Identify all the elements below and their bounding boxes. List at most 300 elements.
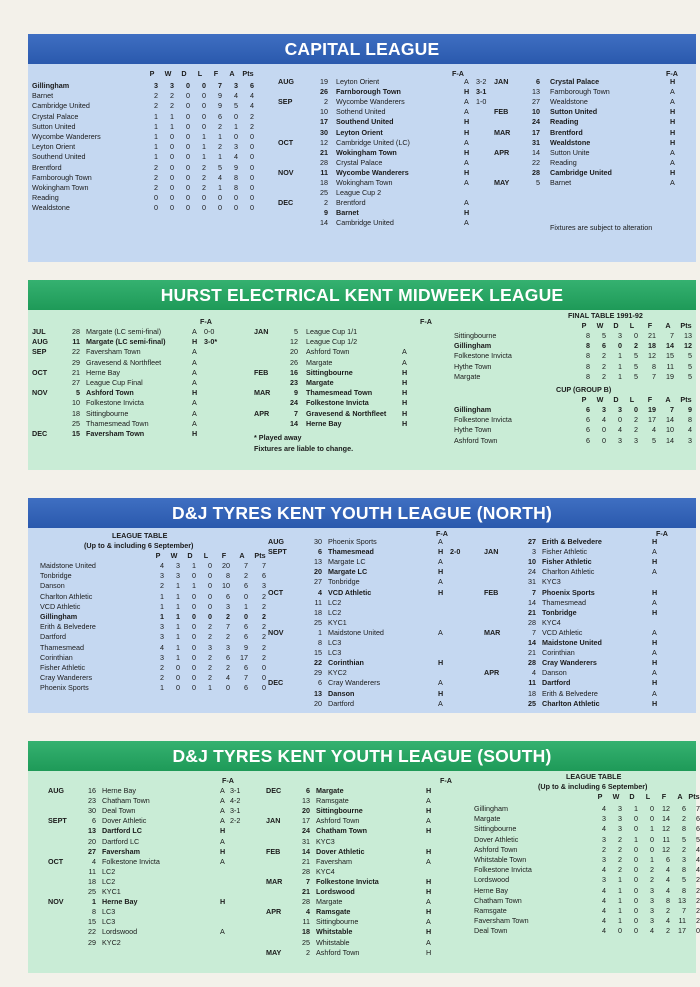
south-fixture-opponent: Whitstable xyxy=(316,937,350,947)
capital-table-value: 2 xyxy=(154,91,158,101)
capital-table-value: 0 xyxy=(186,121,190,131)
north-fixture-day: 30 xyxy=(314,537,322,546)
north-fixture-day: 27 xyxy=(314,577,322,587)
north-table-team: Cray Wanderers xyxy=(40,673,93,683)
north-table-team: Maidstone United xyxy=(40,561,96,570)
north-fixture-opponent: Dartford xyxy=(328,698,354,708)
capital-fixture-venue: A xyxy=(464,218,469,228)
south-fixture-opponent: Ramsgate xyxy=(316,796,349,806)
hurst-fixture-opponent: Folkestone Invicta xyxy=(306,398,369,408)
north-table-value: 9 xyxy=(244,642,248,652)
south-table-value: 2 xyxy=(696,906,700,915)
north-fixture-day: 29 xyxy=(314,668,322,678)
south-fixture-month: AUG xyxy=(48,786,64,795)
north-fixture-score: 2-0 xyxy=(450,547,461,557)
south-fixture-opponent: Deal Town xyxy=(102,806,136,816)
south-table-value: 5 xyxy=(696,834,700,844)
capital-table-value: 0 xyxy=(170,142,174,152)
north-table-value: 2 xyxy=(160,673,164,683)
youth-south-title: D&J TYRES KENT YOUTH LEAGUE (SOUTH) xyxy=(28,741,696,771)
north-fixture-venue: H xyxy=(438,567,444,577)
north-fixture-opponent: LC2 xyxy=(328,607,342,617)
south-fixture-venue: A xyxy=(220,927,225,937)
hurst-final-value: 1 xyxy=(618,361,622,371)
hurst-cup-value: 2 xyxy=(634,425,638,435)
south-fixture-day: 6 xyxy=(92,816,96,826)
north-fixture-opponent: Phoenix Sports xyxy=(328,537,377,546)
south-table-subtitle: (Up to & including 6 September) xyxy=(538,782,648,791)
capital-table-value: 8 xyxy=(234,172,238,182)
hurst-final-value: 8 xyxy=(586,351,590,361)
south-table-col-header: Pts xyxy=(688,792,700,801)
south-fixture-day: 15 xyxy=(88,917,96,927)
capital-fixture-venue: H xyxy=(464,87,470,97)
south-table-value: 3 xyxy=(618,824,622,834)
hurst-fixture-opponent: League Cup Final xyxy=(86,378,143,387)
north-table-value: 2 xyxy=(208,652,212,662)
south-fixture-day: 28 xyxy=(302,866,310,876)
capital-fixture-day: 28 xyxy=(320,157,328,167)
south-fixture-month: FEB xyxy=(266,846,281,856)
capital-fixture-opponent: Leyton Orient xyxy=(336,77,380,86)
capital-table-value: 0 xyxy=(202,111,206,121)
hurst-final-value: 12 xyxy=(684,341,692,351)
capital-table-value: 0 xyxy=(154,203,158,213)
capital-fixture-opponent: Brentford xyxy=(550,127,583,137)
north-fixture-venue: A xyxy=(652,627,657,637)
hurst-cup-value: 4 xyxy=(602,415,606,425)
north-fixture-day: 25 xyxy=(314,617,322,627)
capital-fixture-opponent: Sutton United xyxy=(550,107,598,117)
south-table-value: 4 xyxy=(696,865,700,875)
capital-table-value: 0 xyxy=(170,132,174,141)
hurst-fixture-venue: A xyxy=(192,347,197,357)
hurst-cup-value: 6 xyxy=(586,425,590,435)
north-fixture-opponent: Fisher Athletic xyxy=(542,557,592,567)
capital-table-value: 1 xyxy=(154,121,158,131)
north-table-value: 1 xyxy=(176,652,180,662)
hurst-fixture-month: MAR xyxy=(254,388,271,398)
hurst-final-value: 8 xyxy=(586,331,590,340)
south-fixture-opponent: KYC1 xyxy=(102,887,121,896)
south-table-value: 3 xyxy=(602,875,606,885)
north-fixture-opponent: Corinthian xyxy=(542,648,575,658)
hurst-fixture-month: APR xyxy=(254,408,270,418)
south-table-value: 0 xyxy=(634,844,638,854)
north-table-value: 4 xyxy=(160,561,164,570)
capital-fixture-opponent: League Cup 2 xyxy=(336,188,382,198)
south-table-value: 0 xyxy=(696,926,700,936)
north-fixture-day: 20 xyxy=(314,698,322,708)
hurst-final-value: 5 xyxy=(688,351,692,361)
north-table-team: Charlton Athletic xyxy=(40,591,93,601)
hurst-fixture-day: 11 xyxy=(72,337,80,347)
south-table-col-header: D xyxy=(629,792,635,801)
capital-fixture-day: 21 xyxy=(320,147,328,157)
capital-table-value: 2 xyxy=(250,111,254,121)
north-table-value: 2 xyxy=(262,612,266,621)
capital-fixture-day: 17 xyxy=(532,127,540,137)
south-table-value: 2 xyxy=(602,844,606,854)
south-table-value: 6 xyxy=(666,855,670,864)
hurst-fixture-venue: A xyxy=(192,378,197,387)
north-table-value: 3 xyxy=(226,601,230,611)
hurst-fixture-day: 16 xyxy=(290,367,298,377)
hurst-fixture-day: 5 xyxy=(76,388,80,398)
south-table-team: Lordswood xyxy=(474,875,510,885)
north-table-value: 0 xyxy=(208,591,212,601)
hurst-fixture-opponent: Sittingbourne xyxy=(86,408,129,418)
south-fixture-venue: H xyxy=(220,897,226,907)
hurst-final-value: 1 xyxy=(618,371,622,381)
hurst-cup-col-header: F xyxy=(647,395,653,404)
north-table-col-header: D xyxy=(187,551,193,560)
capital-table-value: 0 xyxy=(250,142,254,152)
south-table-value: 2 xyxy=(618,844,622,854)
hurst-cup-col-header: P xyxy=(581,395,587,404)
north-table-value: 2 xyxy=(262,652,266,662)
capital-table-value: 2 xyxy=(250,121,254,131)
north-table-value: 0 xyxy=(192,642,196,652)
south-table-value: 2 xyxy=(666,926,670,936)
north-table-team: Tonbridge xyxy=(40,571,72,581)
north-fixture-venue: A xyxy=(652,648,657,658)
south-fixture-opponent: Ramsgate xyxy=(316,907,351,917)
capital-fixture-month: FEB xyxy=(494,107,509,117)
south-fixture-day: 25 xyxy=(302,937,310,947)
north-table-value: 3 xyxy=(226,642,230,652)
north-fixture-day: 20 xyxy=(314,567,322,577)
hurst-cup-col-header: Pts xyxy=(680,395,692,404)
capital-table-value: 4 xyxy=(234,152,238,162)
hurst-fixture-day: 18 xyxy=(72,408,80,418)
south-fixture-venue: A xyxy=(220,856,225,866)
hurst-cup-col-header: A xyxy=(665,395,671,404)
north-fixture-month: NOV xyxy=(268,627,284,637)
south-fixture-opponent: Dartford LC xyxy=(102,826,142,836)
north-table-value: 0 xyxy=(244,591,248,601)
capital-table-value: 0 xyxy=(218,193,222,203)
south-table-value: 0 xyxy=(634,895,638,905)
north-table-value: 2 xyxy=(160,581,164,591)
south-table-value: 11 xyxy=(662,834,670,844)
capital-fixture-opponent: Cambridge United (LC) xyxy=(336,137,410,147)
south-fixture-opponent: Chatham Town xyxy=(102,796,150,806)
south-fixture-opponent: KYC3 xyxy=(316,836,335,846)
capital-fixture-day: 6 xyxy=(536,77,540,86)
north-table-value: 3 xyxy=(208,642,212,652)
capital-fixture-opponent: Wycombe Wanderers xyxy=(336,167,409,177)
south-fixture-score: 3-1 xyxy=(230,786,241,795)
north-fixture-venue: H xyxy=(652,678,658,688)
north-fixture-opponent: Danson xyxy=(328,688,355,698)
hurst-fixture-month: AUG xyxy=(32,337,48,347)
hurst-final-value: 0 xyxy=(634,331,638,340)
north-fixture-venue: A xyxy=(438,678,443,688)
capital-table-value: 1 xyxy=(218,183,222,192)
south-fixture-venue: H xyxy=(426,826,432,836)
north-table-value: 0 xyxy=(192,571,196,581)
north-table-value: 3 xyxy=(160,571,164,581)
north-table-team: Fisher Athletic xyxy=(40,663,86,672)
south-fixture-day: 23 xyxy=(88,796,96,806)
hurst-fixture-month: JAN xyxy=(254,327,269,336)
hurst-fixture-day: 15 xyxy=(72,429,80,438)
hurst-fixture-opponent: Thamesmead Town xyxy=(306,388,373,398)
north-fixture-venue: A xyxy=(438,537,443,546)
hurst-fixture-day: 26 xyxy=(290,357,298,367)
capital-fa-label-2: F-A xyxy=(666,69,678,78)
south-fixture-day: 27 xyxy=(88,846,96,856)
south-fixture-day: 8 xyxy=(92,907,96,917)
capital-fixture-score: 3-1 xyxy=(476,87,487,97)
north-fa-label: F-A xyxy=(436,529,448,538)
capital-fixture-day: 26 xyxy=(320,87,328,97)
capital-table-value: 2 xyxy=(202,162,206,172)
capital-fixture-day: 27 xyxy=(532,97,540,107)
hurst-fixture-day: 9 xyxy=(294,388,298,398)
south-table-team: Gillingham xyxy=(474,804,508,813)
north-table-value: 1 xyxy=(208,683,212,693)
north-table-value: 17 xyxy=(240,652,248,662)
capital-table-value: 4 xyxy=(250,101,254,111)
hurst-fixture-day: 25 xyxy=(72,418,80,428)
capital-table-value: 0 xyxy=(250,203,254,213)
north-fixture-opponent: Dartford xyxy=(542,678,571,688)
north-fixture-day: 25 xyxy=(528,698,536,708)
south-fixture-venue: A xyxy=(220,786,225,795)
north-table-value: 2 xyxy=(262,591,266,601)
hurst-fixture-opponent: Ashford Town xyxy=(306,347,350,357)
north-table-value: 3 xyxy=(176,571,180,581)
north-table-value: 0 xyxy=(192,622,196,632)
hurst-fixture-venue: H xyxy=(402,408,408,418)
capital-table-value: 7 xyxy=(218,81,222,90)
capital-table-value: 2 xyxy=(202,183,206,192)
south-fixture-venue: A xyxy=(220,816,225,826)
hurst-final-value: 2 xyxy=(602,361,606,371)
south-table-value: 4 xyxy=(602,885,606,895)
north-table-team: Erith & Belvedere xyxy=(40,622,96,632)
capital-table-value: 0 xyxy=(202,121,206,131)
north-fixture-opponent: Cray Wanderers xyxy=(542,658,597,668)
north-table-value: 1 xyxy=(244,601,248,611)
capital-table-value: 2 xyxy=(154,172,158,182)
hurst-fixture-venue: A xyxy=(402,347,407,357)
north-table-value: 0 xyxy=(208,561,212,570)
north-table-value: 3 xyxy=(262,581,266,591)
north-table-value: 1 xyxy=(160,612,164,621)
south-fixture-month: SEPT xyxy=(48,816,67,826)
south-fixture-opponent: Dover Athletic xyxy=(316,846,365,856)
hurst-cup-value: 10 xyxy=(666,425,674,435)
south-fixture-score: 2-2 xyxy=(230,816,241,826)
capital-table-value: 1 xyxy=(218,152,222,162)
north-fixture-day: 28 xyxy=(528,617,536,627)
north-table-value: 6 xyxy=(244,632,248,642)
south-fixture-day: 18 xyxy=(88,876,96,886)
north-fixture-opponent: VCD Athletic xyxy=(542,627,583,637)
hurst-final-value: 8 xyxy=(586,341,590,351)
south-table-value: 0 xyxy=(634,875,638,885)
north-table-team: Gillingham xyxy=(40,612,78,621)
north-table-value: 3 xyxy=(160,622,164,632)
south-fixture-day: 13 xyxy=(88,826,96,836)
south-table-value: 3 xyxy=(602,814,606,824)
hurst-fixture-venue: H xyxy=(192,429,198,438)
north-table-value: 1 xyxy=(176,642,180,652)
capital-fixture-venue: H xyxy=(464,208,470,218)
hurst-cup-value: 6 xyxy=(586,415,590,425)
south-fixture-month: MAR xyxy=(266,876,283,886)
capital-table-value: 1 xyxy=(202,152,206,162)
hurst-final-value: 19 xyxy=(666,371,674,381)
capital-fixture-score: 3-2 xyxy=(476,77,487,86)
capital-note: Fixtures are subject to alteration xyxy=(550,223,653,232)
north-fixture-opponent: Corinthian xyxy=(328,658,364,668)
capital-fixture-venue: A xyxy=(670,178,675,187)
capital-fixture-day: 11 xyxy=(320,167,328,177)
capital-fixture-day: 19 xyxy=(320,77,328,86)
hurst-fixture-day: 14 xyxy=(290,418,298,428)
north-fixture-opponent: KYC4 xyxy=(542,617,561,627)
capital-fixture-opponent: Reading xyxy=(550,157,577,167)
north-fixture-day: 21 xyxy=(528,607,536,617)
capital-fixture-opponent: Farnborough Town xyxy=(336,87,401,97)
south-fixture-month: OCT xyxy=(48,856,64,866)
north-fixture-venue: H xyxy=(652,638,658,647)
south-table-value: 1 xyxy=(634,834,638,844)
hurst-cup-value: 14 xyxy=(666,435,674,445)
north-table-value: 0 xyxy=(192,663,196,672)
north-fixture-month: AUG xyxy=(268,537,284,546)
hurst-cup-value: 8 xyxy=(688,415,692,425)
north-table-value: 2 xyxy=(262,632,266,642)
capital-fixture-opponent: Crystal Palace xyxy=(336,157,383,167)
south-fixture-venue: H xyxy=(220,826,226,836)
capital-fixture-venue: A xyxy=(464,137,469,147)
north-fixture-venue: H xyxy=(652,587,658,597)
capital-table-value: 0 xyxy=(234,203,238,213)
hurst-cup-value: 9 xyxy=(688,405,692,414)
capital-fixture-month: AUG xyxy=(278,77,294,86)
hurst-final-col-header: Pts xyxy=(680,321,692,330)
south-table-value: 3 xyxy=(602,855,606,864)
south-table-value: 4 xyxy=(666,875,670,885)
south-fixture-opponent: Lordswood xyxy=(102,927,138,937)
hurst-final-value: 6 xyxy=(602,341,606,351)
south-table-value: 0 xyxy=(634,916,638,926)
capital-fixture-opponent: Brentford xyxy=(336,198,366,208)
capital-fixture-venue: H xyxy=(464,127,470,137)
capital-fixture-venue: A xyxy=(464,198,469,208)
hurst-fixture-day: 20 xyxy=(290,347,298,357)
south-fixture-opponent: LC3 xyxy=(102,917,116,927)
south-table-team: Whitstable Town xyxy=(474,855,527,864)
capital-table-value: 4 xyxy=(250,91,254,101)
capital-fixture-venue: H xyxy=(464,167,470,177)
capital-table-team: Barnet xyxy=(32,91,54,101)
hurst-fixture-day: 22 xyxy=(72,347,80,357)
hurst-cup-value: 4 xyxy=(618,425,622,435)
north-table-value: 4 xyxy=(160,642,164,652)
south-table-team: Dover Athletic xyxy=(474,834,519,844)
north-table-value: 0 xyxy=(176,683,180,693)
capital-table-team: Wokingham Town xyxy=(32,183,89,192)
youth-north-title: D&J TYRES KENT YOUTH LEAGUE (NORTH) xyxy=(28,498,696,528)
capital-fixture-day: 18 xyxy=(320,178,328,187)
north-fixture-opponent: Phoenix Sports xyxy=(542,587,595,597)
south-table-value: 4 xyxy=(602,865,606,875)
capital-table-team: Wealdstone xyxy=(32,203,70,213)
south-fixture-day: 4 xyxy=(306,907,310,917)
south-fixture-day: 21 xyxy=(302,856,310,866)
south-table-value: 0 xyxy=(650,814,654,824)
north-table-value: 1 xyxy=(176,622,180,632)
north-fixture-day: 1 xyxy=(318,627,322,637)
south-table-value: 4 xyxy=(602,824,606,834)
north-fixture-day: 18 xyxy=(528,688,536,698)
capital-table-value: 0 xyxy=(170,162,174,172)
north-fixture-month: APR xyxy=(484,668,500,678)
hurst-fixture-opponent: Margate (LC semi-final) xyxy=(86,327,162,336)
south-fixture-day: 14 xyxy=(302,846,310,856)
north-table-value: 7 xyxy=(262,561,266,570)
south-table-team: Herne Bay xyxy=(474,885,508,895)
north-fixture-venue: A xyxy=(438,627,443,637)
capital-fixture-day: 14 xyxy=(320,218,328,228)
south-table-value: 4 xyxy=(666,865,670,875)
south-fixture-month: DEC xyxy=(266,786,282,795)
south-table-value: 6 xyxy=(696,824,700,834)
hurst-cup-value: 4 xyxy=(688,425,692,435)
south-fixture-venue: A xyxy=(426,917,431,927)
north-fixture-venue: H xyxy=(652,698,658,708)
north-table-col-header: P xyxy=(155,551,161,560)
hurst-fixture-day: 7 xyxy=(294,408,298,418)
capital-table-value: 2 xyxy=(154,183,158,192)
north-fixture-month: DEC xyxy=(268,678,284,688)
capital-fixture-day: 10 xyxy=(320,107,328,117)
hurst-final-value: 5 xyxy=(634,351,638,361)
hurst-cup-value: 19 xyxy=(648,405,656,414)
capital-table-col-header: A xyxy=(229,69,235,78)
capital-fixture-venue: H xyxy=(464,117,470,127)
north-table-team: Danson xyxy=(40,581,65,591)
north-fixture-day: 8 xyxy=(318,638,322,647)
capital-fixture-venue: A xyxy=(670,87,675,97)
north-fixture-month: JAN xyxy=(484,547,499,557)
south-table-value: 0 xyxy=(634,926,638,936)
north-table-value: 0 xyxy=(208,601,212,611)
capital-table-value: 6 xyxy=(250,81,254,90)
south-fixture-day: 7 xyxy=(306,876,310,886)
north-fixture-opponent: VCD Athletic xyxy=(328,587,372,597)
north-fixture-opponent: Charlton Athletic xyxy=(542,698,600,708)
north-table-value: 0 xyxy=(262,663,266,672)
south-fixture-venue: A xyxy=(426,897,431,907)
south-table-value: 4 xyxy=(696,855,700,864)
capital-fixture-day: 30 xyxy=(320,127,328,137)
south-table-team: Faversham Town xyxy=(474,916,529,926)
north-fixture-day: 13 xyxy=(314,688,322,698)
north-table-value: 1 xyxy=(176,612,180,621)
north-fixture-venue: H xyxy=(652,537,658,546)
hurst-final-value: 5 xyxy=(602,331,606,340)
capital-table-value: 9 xyxy=(218,101,222,111)
south-table-value: 7 xyxy=(682,906,686,915)
north-table-value: 3 xyxy=(160,652,164,662)
